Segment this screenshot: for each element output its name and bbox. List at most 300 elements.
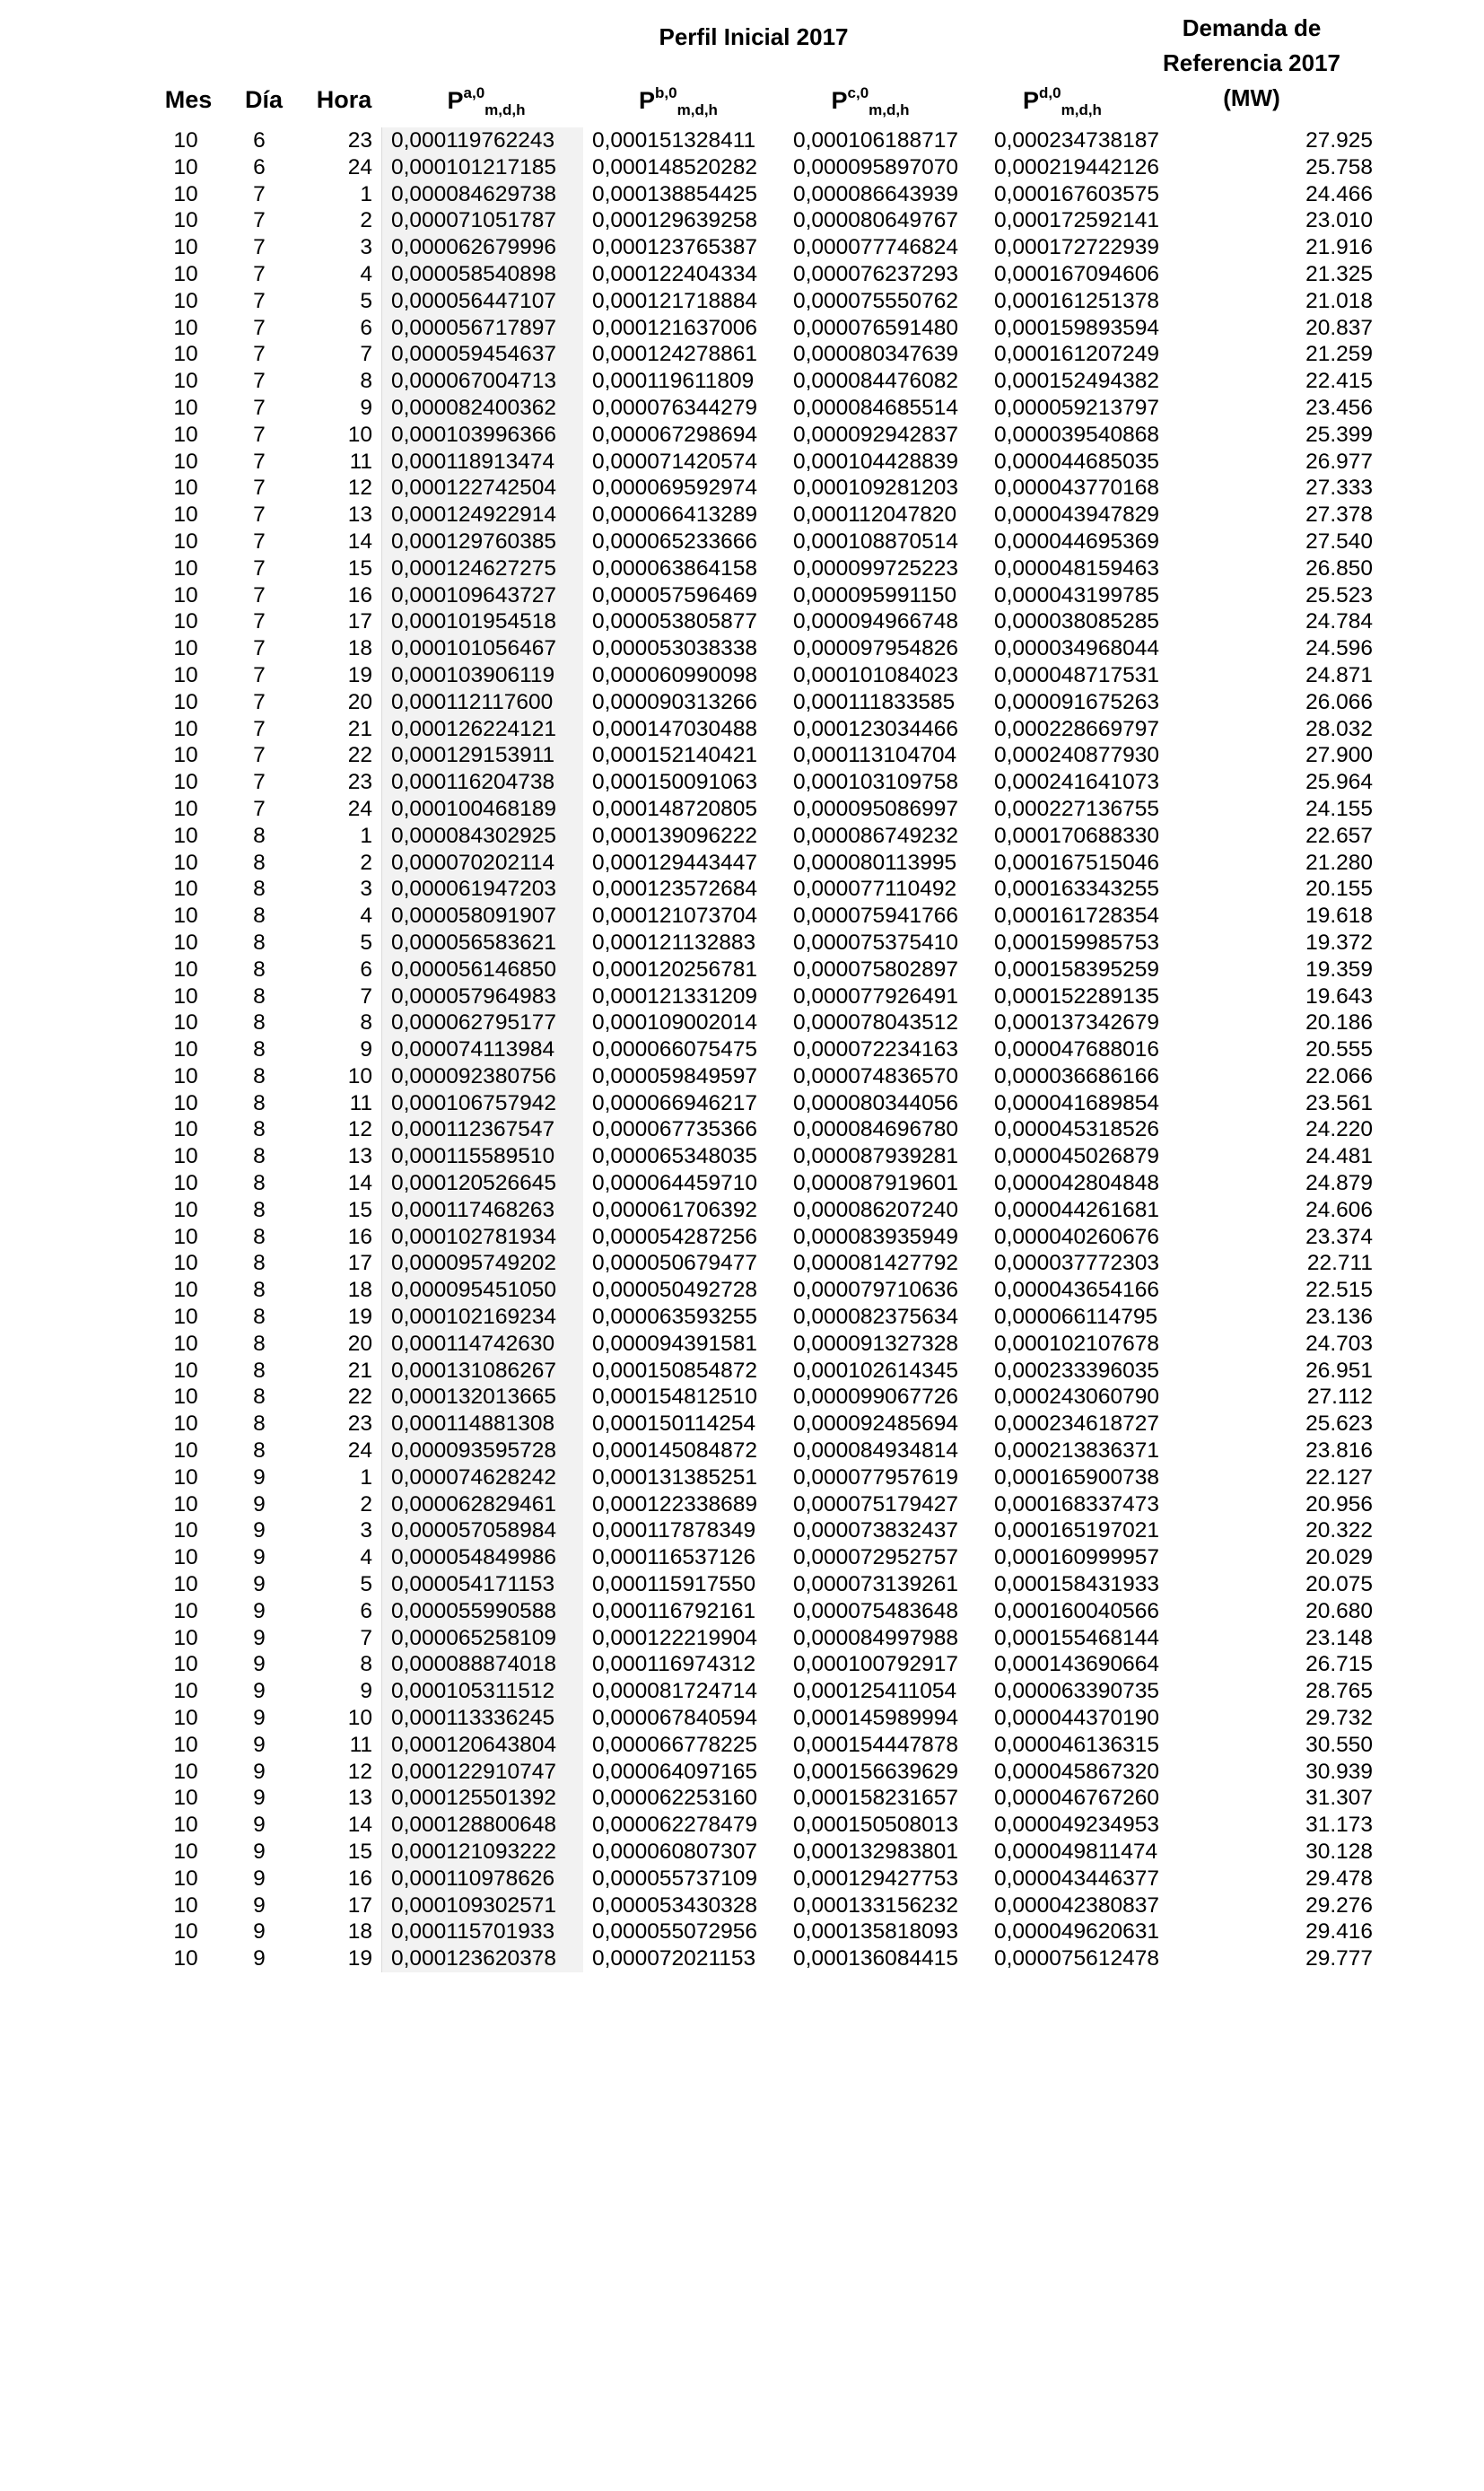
cell-demanda: 20.029: [1305, 1545, 1373, 1570]
table-row: [149, 1438, 1380, 1464]
cell-pb: 0,000059849597: [592, 1063, 757, 1088]
cell-pb: 0,000123765387: [592, 235, 757, 260]
cell-hora: 1: [360, 1464, 372, 1490]
cell-dia: 7: [253, 261, 266, 286]
cell-dia: 7: [253, 716, 266, 741]
table-row: [149, 1090, 1380, 1117]
cell-hora: 2: [360, 208, 372, 233]
table-row: [149, 181, 1380, 208]
table-row: [149, 716, 1380, 743]
cell-mes: 10: [173, 1892, 198, 1918]
cell-dia: 7: [253, 503, 266, 528]
cell-pd: 0,000044685035: [994, 449, 1159, 474]
cell-pb: 0,000069592974: [592, 476, 757, 501]
cell-pa: 0,000116204738: [382, 769, 584, 796]
cell-pb: 0,000148720805: [592, 796, 757, 821]
cell-mes: 10: [173, 1919, 198, 1945]
cell-demanda: 27.112: [1306, 1385, 1373, 1410]
table-row: [149, 261, 1380, 288]
cell-demanda: 23.561: [1305, 1090, 1373, 1115]
header-pa: P$^{a,0}_{m,d,h}$: [447, 84, 526, 118]
cell-demanda: 29.732: [1305, 1706, 1373, 1731]
cell-demanda: 22.657: [1305, 823, 1373, 848]
cell-pb: 0,000066778225: [592, 1732, 757, 1757]
cell-pa: 0,000093595728: [382, 1438, 584, 1464]
cell-pc: 0,000101084023: [793, 662, 958, 687]
cell-dia: 8: [253, 850, 266, 875]
table-row: [149, 1197, 1380, 1224]
cell-hora: 22: [347, 1385, 372, 1410]
cell-demanda: 22.515: [1305, 1278, 1373, 1303]
cell-dia: 7: [253, 342, 266, 367]
table-row: [149, 1464, 1380, 1491]
cell-dia: 7: [253, 636, 266, 661]
cell-pd: 0,000066114795: [994, 1305, 1158, 1330]
cell-pc: 0,000109281203: [793, 476, 958, 501]
cell-pa: 0,000100468189: [382, 796, 584, 823]
cell-demanda: 25.623: [1305, 1412, 1373, 1437]
cell-pa: 0,000062829461: [382, 1491, 584, 1518]
table-row: [149, 449, 1380, 476]
cell-mes: 10: [173, 1412, 198, 1437]
cell-mes: 10: [173, 1491, 198, 1516]
cell-mes: 10: [173, 1090, 198, 1115]
cell-mes: 10: [173, 1625, 198, 1650]
cell-dia: 7: [253, 582, 266, 607]
table-row: [149, 796, 1380, 823]
cell-hora: 12: [347, 1759, 372, 1784]
cell-pd: 0,000227136755: [994, 796, 1159, 821]
cell-hora: 5: [360, 1572, 372, 1597]
cell-pd: 0,000041689854: [994, 1090, 1159, 1115]
cell-pd: 0,000170688330: [994, 823, 1159, 848]
cell-dia: 8: [253, 1144, 266, 1169]
table-row: [149, 1919, 1380, 1945]
cell-dia: 8: [253, 1117, 266, 1142]
cell-pb: 0,000151328411: [592, 128, 756, 153]
table-row: [149, 529, 1380, 555]
table-row: [149, 1411, 1380, 1438]
cell-pc: 0,000075179427: [793, 1491, 958, 1516]
cell-demanda: 24.155: [1305, 796, 1373, 821]
cell-pa: 0,000112367547: [382, 1116, 584, 1143]
cell-pa: 0,000129760385: [382, 529, 584, 555]
cell-hora: 19: [347, 662, 372, 687]
header-dia: Día: [244, 86, 284, 113]
cell-demanda: 24.871: [1305, 662, 1373, 687]
cell-pd: 0,000045318526: [994, 1117, 1159, 1142]
table-row: [149, 608, 1380, 635]
cell-pa: 0,000120643804: [382, 1732, 584, 1759]
cell-pd: 0,000045867320: [994, 1759, 1159, 1784]
cell-pb: 0,000060990098: [592, 662, 757, 687]
cell-dia: 8: [253, 1358, 266, 1383]
cell-pa: 0,000112117600: [382, 689, 584, 716]
cell-pc: 0,000154447878: [793, 1732, 958, 1757]
cell-hora: 4: [360, 1545, 372, 1570]
cell-mes: 10: [173, 395, 198, 420]
cell-demanda: 22.711: [1306, 1251, 1373, 1276]
cell-pa: 0,000131086267: [382, 1358, 584, 1385]
cell-pa: 0,000118913474: [382, 449, 584, 476]
cell-pa: 0,000054171153: [382, 1571, 584, 1598]
cell-dia: 7: [253, 395, 266, 420]
cell-pb: 0,000081724714: [592, 1679, 757, 1704]
cell-pc: 0,000077746824: [793, 235, 958, 260]
cell-dia: 8: [253, 1063, 266, 1088]
cell-pa: 0,000109302571: [382, 1892, 584, 1919]
cell-mes: 10: [173, 1037, 198, 1062]
cell-pa: 0,000123620378: [382, 1945, 584, 1972]
cell-pb: 0,000138854425: [592, 181, 757, 206]
cell-pd: 0,000039540868: [994, 422, 1159, 447]
cell-demanda: 27.378: [1305, 503, 1373, 528]
cell-demanda: 31.173: [1305, 1813, 1373, 1838]
cell-pd: 0,000049234953: [994, 1813, 1159, 1838]
cell-demanda: 26.951: [1305, 1358, 1373, 1383]
cell-hora: 24: [347, 796, 372, 821]
cell-mes: 10: [173, 743, 198, 768]
cell-pc: 0,000077110492: [793, 877, 957, 902]
cell-pd: 0,000161207249: [994, 342, 1159, 367]
cell-hora: 24: [347, 1438, 372, 1464]
cell-hora: 13: [347, 1786, 372, 1811]
cell-mes: 10: [173, 1759, 198, 1784]
table-row: [149, 1250, 1380, 1277]
cell-pc: 0,000077926491: [793, 983, 958, 1009]
cell-dia: 7: [253, 235, 266, 260]
cell-hora: 14: [347, 529, 372, 554]
cell-pd: 0,000075612478: [994, 1946, 1159, 1971]
cell-pc: 0,000094966748: [793, 609, 958, 634]
cell-pa: 0,000115701933: [382, 1919, 584, 1945]
cell-pa: 0,000088874018: [382, 1651, 584, 1678]
cell-pb: 0,000090313266: [592, 689, 757, 714]
cell-pb: 0,000121132883: [592, 930, 756, 955]
cell-hora: 14: [347, 1813, 372, 1838]
table-row: [149, 1945, 1380, 1972]
cell-pb: 0,000062253160: [592, 1786, 757, 1811]
cell-pb: 0,000065233666: [592, 529, 757, 554]
cell-pa: 0,000102781934: [382, 1224, 584, 1251]
cell-pa: 0,000054849986: [382, 1544, 584, 1571]
table-row: [149, 689, 1380, 716]
cell-pd: 0,000163343255: [994, 877, 1159, 902]
cell-pb: 0,000055072956: [592, 1919, 757, 1945]
table-row: [149, 1304, 1380, 1331]
cell-pa: 0,000062795177: [382, 1010, 584, 1036]
cell-demanda: 23.374: [1305, 1224, 1373, 1249]
cell-pa: 0,000114881308: [382, 1411, 584, 1438]
cell-pd: 0,000037772303: [994, 1251, 1159, 1276]
cell-pc: 0,000099067726: [793, 1385, 958, 1410]
cell-dia: 8: [253, 1331, 266, 1356]
cell-mes: 10: [173, 609, 198, 634]
cell-pc: 0,000084685514: [793, 395, 958, 420]
cell-pc: 0,000080344056: [793, 1090, 958, 1115]
cell-hora: 9: [360, 1037, 372, 1062]
cell-pa: 0,000058540898: [382, 261, 584, 288]
cell-mes: 10: [173, 342, 198, 367]
cell-hora: 3: [360, 877, 372, 902]
cell-pd: 0,000034968044: [994, 636, 1159, 661]
cell-pc: 0,000111833585: [793, 689, 956, 714]
cell-pa: 0,000129153911: [382, 742, 584, 769]
table-row: [149, 341, 1380, 368]
cell-mes: 10: [173, 582, 198, 607]
table-row: [149, 1224, 1380, 1251]
cell-mes: 10: [173, 1518, 198, 1543]
cell-pa: 0,000056447107: [382, 288, 584, 315]
cell-pd: 0,000172722939: [994, 235, 1159, 260]
cell-dia: 9: [253, 1518, 266, 1543]
cell-pc: 0,000072952757: [793, 1545, 958, 1570]
cell-pd: 0,000160999957: [994, 1545, 1159, 1570]
cell-pd: 0,000234738187: [994, 128, 1159, 153]
cell-pc: 0,000100792917: [793, 1652, 958, 1677]
cell-hora: 14: [347, 1171, 372, 1196]
cell-pa: 0,000092380756: [382, 1063, 584, 1090]
cell-pb: 0,000063864158: [592, 555, 757, 581]
cell-pb: 0,000053430328: [592, 1892, 757, 1918]
cell-hora: 23: [347, 770, 372, 795]
cell-pc: 0,000078043512: [793, 1010, 958, 1036]
cell-pa: 0,000056717897: [382, 315, 584, 342]
table-row: [149, 1036, 1380, 1063]
cell-pa: 0,000062679996: [382, 234, 584, 261]
cell-pc: 0,000073832437: [793, 1518, 958, 1543]
table-row: [149, 1705, 1380, 1732]
cell-pa: 0,000119762243: [382, 127, 584, 154]
cell-dia: 9: [253, 1813, 266, 1838]
cell-hora: 24: [347, 154, 372, 179]
cell-pd: 0,000043446377: [994, 1866, 1159, 1891]
cell-demanda: 23.010: [1305, 208, 1373, 233]
cell-pd: 0,000168337473: [994, 1491, 1159, 1516]
cell-pd: 0,000048159463: [994, 555, 1159, 581]
cell-pd: 0,000161728354: [994, 904, 1159, 929]
table-row: [149, 582, 1380, 609]
cell-mes: 10: [173, 823, 198, 848]
cell-pa: 0,000074628242: [382, 1464, 584, 1491]
cell-pd: 0,000046136315: [994, 1732, 1159, 1757]
cell-dia: 7: [253, 555, 266, 581]
cell-dia: 9: [253, 1545, 266, 1570]
cell-pa: 0,000095451050: [382, 1277, 584, 1304]
cell-hora: 12: [347, 476, 372, 501]
cell-mes: 10: [173, 1010, 198, 1036]
cell-pb: 0,000109002014: [592, 1010, 757, 1036]
cell-demanda: 29.478: [1305, 1866, 1373, 1891]
cell-pb: 0,000064097165: [592, 1759, 757, 1784]
cell-pd: 0,000161251378: [994, 288, 1159, 313]
cell-pc: 0,000086643939: [793, 181, 958, 206]
cell-pb: 0,000066946217: [592, 1090, 757, 1115]
cell-pc: 0,000080347639: [793, 342, 958, 367]
cell-pb: 0,000139096222: [592, 823, 757, 848]
cell-pa: 0,000095749202: [382, 1250, 584, 1277]
table-row: [149, 1651, 1380, 1678]
cell-pd: 0,000160040566: [994, 1598, 1159, 1623]
cell-pc: 0,000075802897: [793, 957, 958, 982]
cell-mes: 10: [173, 1840, 198, 1864]
cell-demanda: 24.466: [1305, 181, 1373, 206]
cell-pd: 0,000228669797: [994, 716, 1159, 741]
table-row: [149, 769, 1380, 796]
cell-demanda: 20.322: [1305, 1518, 1373, 1543]
cell-mes: 10: [173, 1117, 198, 1142]
cell-hora: 6: [360, 1598, 372, 1623]
cell-pa: 0,000067004713: [382, 368, 584, 395]
cell-pc: 0,000106188717: [793, 128, 958, 153]
cell-pc: 0,000123034466: [793, 716, 958, 741]
cell-demanda: 23.816: [1305, 1438, 1373, 1464]
cell-demanda: 30.550: [1305, 1732, 1373, 1757]
table-row: [149, 1517, 1380, 1544]
cell-pa: 0,000056583621: [382, 930, 584, 957]
cell-dia: 8: [253, 1197, 266, 1222]
cell-pc: 0,000135818093: [793, 1919, 958, 1945]
cell-dia: 8: [253, 877, 266, 902]
cell-pb: 0,000150854872: [592, 1358, 757, 1383]
cell-hora: 11: [349, 1090, 372, 1115]
cell-pd: 0,000102107678: [994, 1331, 1159, 1356]
table-row: [149, 662, 1380, 689]
cell-hora: 9: [360, 1679, 372, 1704]
cell-pa: 0,000117468263: [382, 1197, 584, 1224]
cell-demanda: 22.415: [1305, 369, 1373, 394]
table-row: [149, 742, 1380, 769]
cell-dia: 8: [253, 1037, 266, 1062]
cell-hora: 20: [347, 689, 372, 714]
cell-pb: 0,000152140421: [592, 743, 757, 768]
cell-pd: 0,000219442126: [994, 154, 1159, 179]
cell-dia: 7: [253, 796, 266, 821]
cell-pd: 0,000243060790: [994, 1385, 1159, 1410]
cell-pa: 0,000057964983: [382, 983, 584, 1010]
cell-pd: 0,000167094606: [994, 261, 1159, 286]
cell-pd: 0,000036686166: [994, 1063, 1159, 1088]
table-row: [149, 823, 1380, 850]
cell-demanda: 23.136: [1305, 1305, 1373, 1330]
cell-pc: 0,000074836570: [793, 1063, 958, 1088]
cell-pb: 0,000067840594: [592, 1706, 757, 1731]
cell-mes: 10: [173, 288, 198, 313]
cell-pc: 0,000129427753: [793, 1866, 958, 1891]
cell-pd: 0,000240877930: [994, 743, 1159, 768]
cell-mes: 10: [173, 1706, 198, 1731]
cell-pa: 0,000071051787: [382, 207, 584, 234]
cell-dia: 7: [253, 476, 266, 501]
cell-dia: 7: [253, 315, 266, 340]
cell-dia: 8: [253, 983, 266, 1009]
cell-pd: 0,000047688016: [994, 1037, 1159, 1062]
cell-demanda: 29.777: [1305, 1946, 1373, 1971]
cell-mes: 10: [173, 1063, 198, 1088]
cell-mes: 10: [173, 689, 198, 714]
cell-dia: 9: [253, 1732, 266, 1757]
cell-demanda: 27.333: [1305, 476, 1373, 501]
cell-demanda: 24.703: [1305, 1331, 1373, 1356]
cell-pb: 0,000094391581: [592, 1331, 757, 1356]
cell-hora: 10: [347, 1063, 372, 1088]
cell-pa: 0,000061947203: [382, 876, 584, 903]
table-row: [149, 1010, 1380, 1036]
cell-hora: 12: [347, 1117, 372, 1142]
cell-dia: 6: [253, 154, 266, 179]
cell-mes: 10: [173, 983, 198, 1009]
cell-mes: 10: [173, 716, 198, 741]
cell-hora: 8: [360, 1652, 372, 1677]
cell-hora: 19: [347, 1305, 372, 1330]
cell-pb: 0,000121718884: [592, 288, 757, 313]
cell-demanda: 23.148: [1305, 1625, 1373, 1650]
cell-pa: 0,000122910747: [382, 1759, 584, 1786]
cell-pb: 0,000061706392: [592, 1197, 757, 1222]
cell-pd: 0,000165900738: [994, 1464, 1159, 1490]
cell-demanda: 27.925: [1305, 128, 1373, 153]
table-row: [149, 1063, 1380, 1090]
cell-demanda: 21.916: [1305, 235, 1373, 260]
cell-pd: 0,000165197021: [994, 1518, 1159, 1543]
cell-pd: 0,000049620631: [994, 1919, 1159, 1945]
cell-pb: 0,000071420574: [592, 449, 757, 474]
cell-demanda: 26.715: [1305, 1652, 1373, 1677]
cell-hora: 4: [360, 904, 372, 929]
cell-pc: 0,000156639629: [793, 1759, 958, 1784]
cell-pb: 0,000064459710: [592, 1171, 757, 1196]
cell-demanda: 20.075: [1305, 1572, 1373, 1597]
cell-pb: 0,000067298694: [592, 422, 757, 447]
cell-pb: 0,000120256781: [592, 957, 757, 982]
cell-pd: 0,000043654166: [994, 1278, 1159, 1303]
cell-pb: 0,000150091063: [592, 770, 757, 795]
cell-hora: 3: [360, 1518, 372, 1543]
cell-pb: 0,000063593255: [592, 1305, 757, 1330]
cell-pb: 0,000116537126: [592, 1545, 756, 1570]
cell-pc: 0,000077957619: [793, 1464, 958, 1490]
table-row: [149, 502, 1380, 529]
cell-dia: 8: [253, 1412, 266, 1437]
cell-pc: 0,000084696780: [793, 1117, 958, 1142]
table-title: Perfil Inicial 2017: [659, 23, 849, 50]
cell-pd: 0,000038085285: [994, 609, 1159, 634]
table-row: [149, 1544, 1380, 1571]
cell-dia: 8: [253, 1278, 266, 1303]
cell-mes: 10: [173, 850, 198, 875]
cell-pc: 0,000075550762: [793, 288, 958, 313]
cell-dia: 9: [253, 1759, 266, 1784]
cell-pc: 0,000080113995: [793, 850, 957, 875]
cell-pb: 0,000053805877: [592, 609, 757, 634]
cell-pb: 0,000145084872: [592, 1438, 757, 1464]
table-row: [149, 957, 1380, 983]
cell-mes: 10: [173, 957, 198, 982]
cell-pb: 0,000053038338: [592, 636, 757, 661]
cell-pb: 0,000123572684: [592, 877, 757, 902]
cell-hora: 16: [347, 1224, 372, 1249]
cell-mes: 10: [173, 1305, 198, 1330]
cell-pd: 0,000043199785: [994, 582, 1159, 607]
cell-hora: 15: [347, 1197, 372, 1222]
cell-pc: 0,000075941766: [793, 904, 958, 929]
cell-pd: 0,000152289135: [994, 983, 1159, 1009]
cell-pc: 0,000081427792: [793, 1251, 958, 1276]
demand-header-line-3: (MW): [1223, 84, 1280, 111]
table-row: [149, 1358, 1380, 1385]
cell-dia: 8: [253, 930, 266, 955]
cell-pa: 0,000084629738: [382, 181, 584, 208]
